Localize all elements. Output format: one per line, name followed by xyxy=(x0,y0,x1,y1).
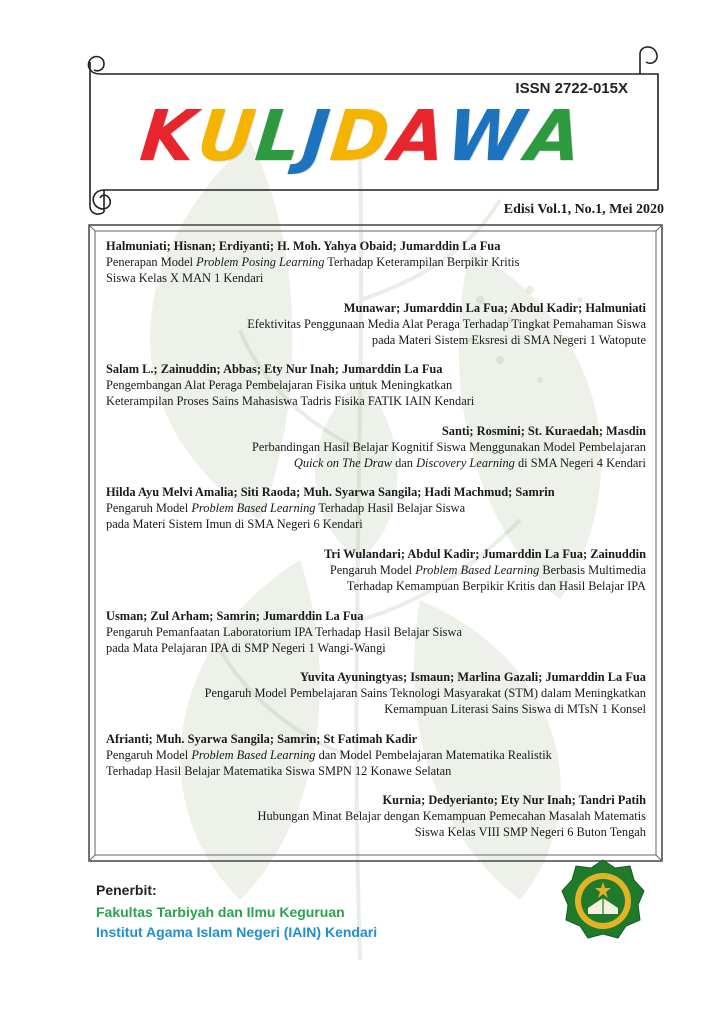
article-title-line xyxy=(106,685,646,701)
publisher-block xyxy=(96,880,377,942)
article-list xyxy=(106,238,646,854)
article-title-text: dan xyxy=(392,455,417,470)
article-title-line xyxy=(106,562,646,578)
title-letter: D xyxy=(326,95,396,177)
journal-title xyxy=(0,96,724,176)
article-title-line xyxy=(106,393,646,409)
article-title-line xyxy=(106,808,646,824)
article-title-line xyxy=(106,763,646,779)
publisher-faculty: Fakultas Tarbiyah dan Ilmu Keguruan xyxy=(96,904,345,920)
article-title-text: Siswa Kelas X MAN 1 Kendari xyxy=(106,271,264,285)
article-title-text: Terhadap Hasil Belajar Matematika Siswa SMPN 12 Konawe Selatan xyxy=(106,763,452,778)
article-title-text: pada Materi Sistem Imun di SMA Negeri 6 Kendari xyxy=(106,517,363,532)
article-entry xyxy=(106,731,646,793)
article-title-text: pada Materi Sistem Eksresi di SMA Negeri 1 Watopute xyxy=(371,332,646,347)
article-title-text: Pengembangan Alat Peraga Pembelajaran Fisika untuk Meningkatkan xyxy=(106,378,453,393)
article-title-text: dan Model Pembelajaran Matematika Realistik xyxy=(315,747,552,762)
article-title-line xyxy=(106,624,646,640)
article-entry xyxy=(106,484,646,546)
article-title-text: Kemampuan Literasi Sains Siswa di MTsN 1 Konsel xyxy=(384,702,646,717)
article-title-line xyxy=(106,270,646,286)
article-title-text: Pengaruh Model Pembelajaran Sains Teknologi Masyarakat (STM) dalam Meningkatkan xyxy=(204,686,646,701)
article-authors: Halmuniati; Hisnan; Erdiyanti; H. Moh. Yahya Obaid; Jumarddin La Fua xyxy=(106,239,501,253)
article-title-text: Siswa Kelas VIII SMP Negeri 6 Buton Tengah xyxy=(414,825,646,840)
article-title-line xyxy=(106,332,646,348)
article-authors: Kurnia; Dedyerianto; Ety Nur Inah; Tandri Patih xyxy=(382,793,646,808)
article-title-text: Penerapan Model xyxy=(106,255,197,269)
article-authors: Munawar; Jumarddin La Fua; Abdul Kadir; Halmuniati xyxy=(343,300,646,315)
article-title-line xyxy=(106,254,646,270)
article-title-text: Pengaruh Pemanfaatan Laboratorium IPA Terhadap Hasil Belajar Siswa xyxy=(106,624,462,639)
article-authors: Tri Wulandari; Abdul Kadir; Jumarddin La Fua; Zainuddin xyxy=(324,546,646,561)
article-title-text: pada Mata Pelajaran IPA di SMP Negeri 1 Wangi-Wangi xyxy=(106,640,386,655)
article-title-line xyxy=(106,701,646,717)
article-authors: Usman; Zul Arham; Samrin; Jumarddin La Fua xyxy=(106,608,364,623)
article-title-italic: Problem Based Learning xyxy=(191,747,316,762)
article-title-text: Pengaruh Model xyxy=(106,501,192,516)
article-title-text: Berbasis Multimedia xyxy=(539,562,646,577)
article-authors: Santi; Rosmini; St. Kuraedah; Masdin xyxy=(441,423,646,438)
article-authors: Afrianti; Muh. Syarwa Sangila; Samrin; St Fatimah Kadir xyxy=(106,731,418,746)
issn-number: ISSN 2722-015X xyxy=(515,80,628,97)
article-entry xyxy=(106,423,646,485)
article-title-text: Pengaruh Model xyxy=(329,562,416,577)
title-letter: A xyxy=(386,95,452,177)
article-entry xyxy=(106,361,646,423)
article-title-line xyxy=(106,377,646,393)
title-letter: J xyxy=(298,95,336,177)
article-authors: Salam L.; Zainuddin; Abbas; Ety Nur Inah; Jumarddin La Fua xyxy=(106,362,443,377)
publisher-institute: Institut Agama Islam Negeri (IAIN) Kendari xyxy=(96,924,378,940)
article-title-italic: Problem Based Learning xyxy=(191,501,316,516)
article-title-text: Terhadap Hasil Belajar Siswa xyxy=(315,501,466,516)
article-entry xyxy=(106,300,646,362)
article-title-text: Terhadap Kemampuan Berpikir Kritis dan Hasil Belajar IPA xyxy=(346,578,646,593)
article-title-text: di SMA Negeri 4 Kendari xyxy=(514,455,646,470)
article-entry xyxy=(106,608,646,670)
article-title-italic: Quick on The Draw xyxy=(293,455,393,470)
article-title-text: Efektivitas Penggunaan Media Alat Peraga Terhadap Tingkat Pemahaman Siswa xyxy=(247,316,646,331)
title-letter: K xyxy=(136,95,202,177)
article-title-line xyxy=(106,316,646,332)
contents-frame xyxy=(88,224,663,862)
article-entry xyxy=(106,546,646,608)
article-title-italic: Problem Posing Learning xyxy=(196,255,325,269)
article-title-line xyxy=(106,500,646,516)
article-title-line xyxy=(106,439,646,455)
article-entry xyxy=(106,669,646,731)
article-title-line xyxy=(106,455,646,471)
article-title-line xyxy=(106,516,646,532)
article-title-text: Terhadap Keterampilan Berpikir Kritis xyxy=(324,255,520,269)
article-title-line xyxy=(106,640,646,656)
article-title-text: Pengaruh Model xyxy=(106,747,192,762)
publisher-label: Penerbit: xyxy=(96,882,157,898)
article-entry xyxy=(106,792,646,854)
iain-kendari-emblem-icon xyxy=(560,858,646,944)
article-title-line xyxy=(106,824,646,840)
title-letter: L xyxy=(252,95,308,177)
title-letter: A xyxy=(522,95,588,177)
article-title-italic: Problem Based Learning xyxy=(415,562,540,577)
article-entry xyxy=(106,238,646,300)
article-title-italic: Discovery Learning xyxy=(416,455,515,470)
article-title-text: Keterampilan Proses Sains Mahasiswa Tadris Fisika FATIK IAIN Kendari xyxy=(106,394,475,409)
article-authors: Yuvita Ayuningtyas; Ismaun; Marlina Gazali; Jumarddin La Fua xyxy=(300,670,646,685)
title-letter: U xyxy=(193,95,261,177)
edition-info: Edisi Vol.1, No.1, Mei 2020 xyxy=(503,202,664,217)
article-title-text: Perbandingan Hasil Belajar Kognitif Siswa Menggunakan Model Pembelajaran xyxy=(252,439,646,454)
article-authors: Hilda Ayu Melvi Amalia; Siti Raoda; Muh. Syarwa Sangila; Hadi Machmud; Samrin xyxy=(106,485,555,500)
title-letter: W xyxy=(443,95,531,177)
article-title-line xyxy=(106,747,646,763)
article-title-line xyxy=(106,578,646,594)
article-title-text: Hubungan Minat Belajar dengan Kemampuan Pemecahan Masalah Matematis xyxy=(257,809,646,824)
